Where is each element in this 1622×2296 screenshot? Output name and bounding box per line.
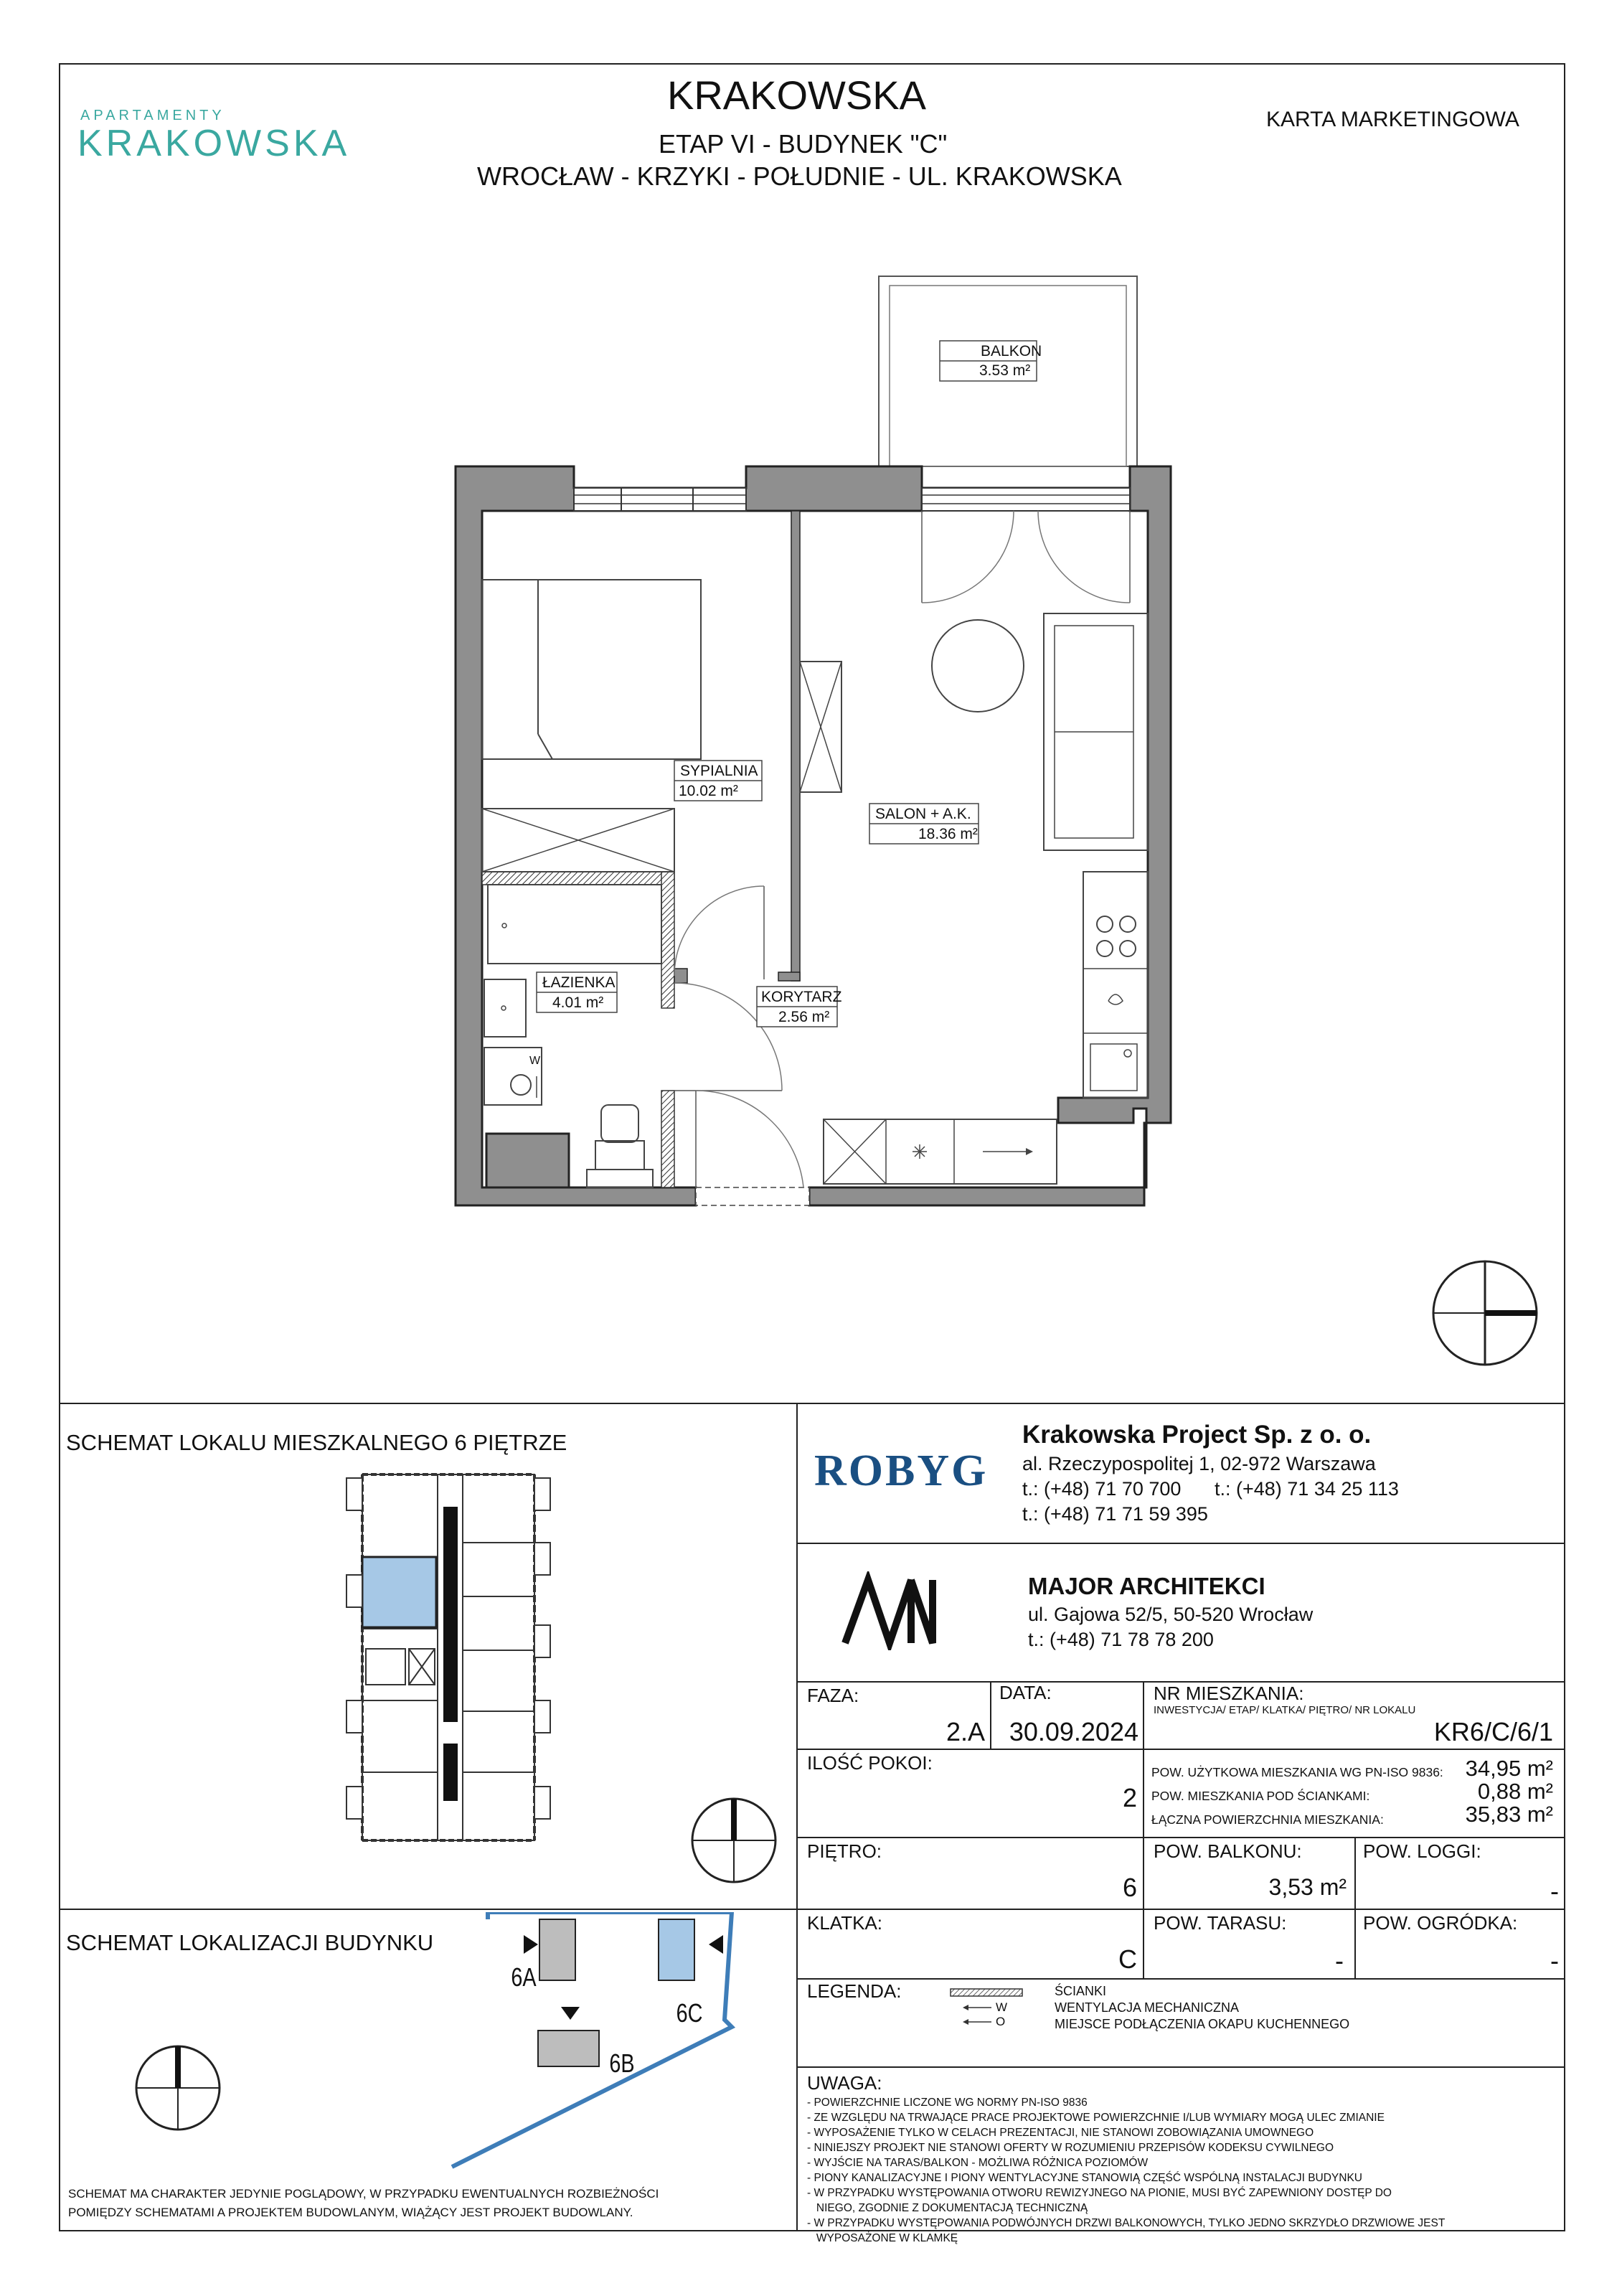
divider-schemas [59, 1909, 796, 1910]
floor-schema-compass-icon [687, 1794, 781, 1887]
building-6c [659, 1919, 694, 1980]
entrance-arrow-6b [561, 2007, 580, 2020]
floor-schema-diagram [337, 1464, 588, 1880]
legend-w-marker: W [996, 2000, 1008, 2014]
bathroom-area: 4.01 m² [552, 994, 604, 1011]
divider-row-1 [796, 1749, 1565, 1750]
total-area-label: ŁĄCZNA POWIERZCHNIA MIESZKANIA: [1151, 1812, 1384, 1827]
legend-item-hood: MIEJSCE PODŁĄCZENIA OKAPU KUCHENNEGO [1055, 2017, 1350, 2031]
divider-left-right [796, 1403, 798, 2231]
corridor-label: KORYTARZ [761, 989, 842, 1005]
under-walls-area-label: POW. MIESZKANIA POD ŚCIANKAMI: [1151, 1789, 1370, 1803]
page-title: KRAKOWSKA [667, 72, 926, 118]
note-item: - WYPOSAŻENIE TYLKO W CELACH PREZENTACJI, NIE STANOWI ZOBOWIĄZANIA UMOWNEGO [807, 2127, 1314, 2139]
divider-col-right [1354, 1837, 1356, 1978]
architect-name: MAJOR ARCHITEKCI [1028, 1573, 1265, 1599]
divider-plan-bottom [59, 1403, 1565, 1404]
apartment-number-label: NR MIESZKANIA: [1154, 1683, 1304, 1704]
ventilation-marker: W [529, 1055, 541, 1067]
data-label: DATA: [999, 1682, 1052, 1703]
notes-label: UWAGA: [807, 2072, 882, 2094]
architect-address: ul. Gajowa 52/5, 50-520 Wrocław [1028, 1604, 1314, 1625]
faza-value: 2.A [946, 1717, 985, 1746]
investor-phone-1: t.: (+48) 71 70 700 [1022, 1478, 1182, 1500]
garden-value: - [1550, 1946, 1559, 1975]
building-6b [538, 2031, 599, 2066]
living-label: SALON + A.K. [875, 806, 971, 822]
faza-label: FAZA: [807, 1685, 859, 1706]
note-item: - PIONY KANALIZACYJNE I PIONY WENTYLACYJNE STANOWIĄ CZĘŚĆ WSPÓLNĄ INSTALACJI BUDYNKU [807, 2172, 1362, 2184]
investor-address: al. Rzeczypospolitej 1, 02-972 Warszawa [1022, 1453, 1376, 1474]
floor-label: PIĘTRO: [807, 1840, 882, 1862]
divider-investor [796, 1543, 1565, 1544]
bedroom-area: 10.02 m² [679, 783, 738, 799]
divider-col-rooms [1143, 1749, 1144, 1978]
loggia-label: POW. LOGGI: [1363, 1840, 1481, 1862]
divider-row-3 [796, 1909, 1565, 1910]
floor-schema-title: SCHEMAT LOKALU MIESZKALNEGO 6 PIĘTRZE [66, 1430, 567, 1455]
bathroom-label: ŁAZIENKA [542, 974, 616, 991]
note-item: - POWIERZCHNIE LICZONE WG NORMY PN-ISO 9836 [807, 2097, 1088, 2109]
data-value: 30.09.2024 [1009, 1717, 1138, 1746]
usable-area-label: POW. UŻYTKOWA MIESZKANIA WG PN-ISO 9836: [1151, 1765, 1443, 1779]
page-subtitle-2: WROCŁAW - KRZYKI - POŁUDNIE - UL. KRAKOWSKA [477, 161, 1122, 191]
building-schema-diagram [430, 1912, 768, 2170]
note-item: WYPOSAŻONE W KLAMKĘ [807, 2232, 958, 2244]
rooms-value: 2 [1122, 1783, 1137, 1812]
logo-main-text: KRAKOWSKA [77, 123, 351, 164]
balcony-area: 3.53 m² [979, 362, 1031, 379]
note-item: - W PRZYPADKU WYSTĘPOWANIA OTWORU REWIZYJNEGO NA PIONIE, MUSI BYĆ ZAPEWNIONY DOSTĘP DO [807, 2187, 1392, 2199]
entrance-arrow-6c [709, 1935, 723, 1954]
note-item: - ZE WZGLĘDU NA TRWAJĄCE PRACE PROJEKTOWE POWIERZCHNIE I/LUB WYMIARY MOGĄ ULEC ZMIANIE [807, 2112, 1385, 2124]
building-schema-compass-icon [131, 2041, 225, 2135]
entrance-arrow-6a [524, 1935, 538, 1954]
legend-o-marker: O [996, 2015, 1006, 2028]
note-item: - NINIEJSZY PROJEKT NIE STANOWI OFERTY W ROZUMIENIU PRZEPISÓW KODEKSU CYWILNEGO [807, 2142, 1334, 2154]
investor-name: Krakowska Project Sp. z o. o. [1022, 1421, 1372, 1449]
staircase-label: KLATKA: [807, 1912, 883, 1934]
loggia-value: - [1550, 1876, 1559, 1906]
floor-value: 6 [1122, 1873, 1137, 1902]
note-item: NIEGO, ZGODNIE Z DOKUMENTACJĄ TECHNICZNĄ [807, 2202, 1088, 2214]
divider-row-2 [796, 1837, 1565, 1838]
architect-phone: t.: (+48) 71 78 78 200 [1028, 1629, 1214, 1650]
bedroom-label: SYPIALNIA [680, 763, 758, 779]
building-6a-label: 6A [511, 1962, 537, 1992]
legend-label: LEGENDA: [807, 1980, 902, 2002]
terrace-value: - [1335, 1946, 1344, 1975]
notes-list [807, 2095, 1445, 2246]
investor-phone-3: t.: (+48) 71 71 59 395 [1022, 1503, 1208, 1525]
disclaimer-line-2: POMIĘDZY SCHEMATAMI A PROJEKTEM BUDOWLANYM, WIĄŻĄCY JEST PROJEKT BUDOWLANY. [68, 2206, 633, 2219]
card-type: KARTA MARKETINGOWA [1266, 108, 1519, 131]
robyg-logo: ROBYG [814, 1446, 989, 1495]
living-area: 18.36 m² [918, 826, 978, 842]
building-6a [539, 1919, 575, 1980]
apartment-highlight [362, 1557, 436, 1627]
apartment-number-sub: INWESTYCJA/ ETAP/ KLATKA/ PIĘTRO/ NR LOKALU [1154, 1704, 1416, 1716]
balcony-area-value: 3,53 m² [1268, 1874, 1347, 1900]
wall-hatch-icon [951, 1989, 1022, 1996]
under-walls-area-value: 0,88 m² [1477, 1779, 1553, 1804]
garden-label: POW. OGRÓDKA: [1363, 1912, 1518, 1934]
building-schema-title: SCHEMAT LOKALIZACJI BUDYNKU [66, 1930, 434, 1955]
terrace-label: POW. TARASU: [1154, 1912, 1287, 1934]
divider-row-4 [796, 1978, 1565, 1980]
balcony-label: BALKON [981, 343, 1042, 359]
disclaimer-line-1: SCHEMAT MA CHARAKTER JEDYNIE POGLĄDOWY, W PRZYPADKU EWENTUALNYCH ROZBIEŻNOŚCI [68, 2187, 659, 2201]
note-item: - W PRZYPADKU WYSTĘPOWANIA PODWÓJNYCH DRZWI BALKONOWYCH, TYLKO JEDNO SKRZYDŁO DRZWIOWE JEST [807, 2217, 1446, 2229]
legend-item-ventilation: WENTYLACJA MECHANICZNA [1055, 2000, 1240, 2015]
building-6b-label: 6B [609, 2048, 635, 2078]
exterior-wall [456, 466, 1171, 1205]
page-subtitle-1: ETAP VI - BUDYNEK "C" [659, 129, 948, 159]
note-item: - WYJŚCIE NA TARAS/BALKON - MOŻLIWA RÓŻNICA POZIOMÓW [807, 2157, 1149, 2169]
total-area-value: 35,83 m² [1465, 1802, 1553, 1827]
architect-logo-icon [839, 1571, 954, 1650]
divider-col-data [1143, 1681, 1144, 1749]
balcony-area-label: POW. BALKONU: [1154, 1840, 1302, 1862]
apartment-number-value: KR6/C/6/1 [1433, 1717, 1553, 1746]
legend-item-walls: ŚCIANKI [1055, 1984, 1107, 1998]
rooms-label: ILOŚĆ POKOI: [807, 1752, 933, 1774]
corridor-area: 2.56 m² [778, 1009, 830, 1025]
staircase-value: C [1118, 1944, 1137, 1974]
divider-col-faza [990, 1681, 991, 1749]
investor-phone-2: t.: (+48) 71 34 25 113 [1215, 1478, 1399, 1500]
usable-area-value: 34,95 m² [1465, 1756, 1553, 1781]
divider-row-5 [796, 2066, 1565, 2068]
logo-top-text: APARTAMENTY [80, 108, 225, 123]
building-6c-label: 6C [676, 1998, 703, 2028]
